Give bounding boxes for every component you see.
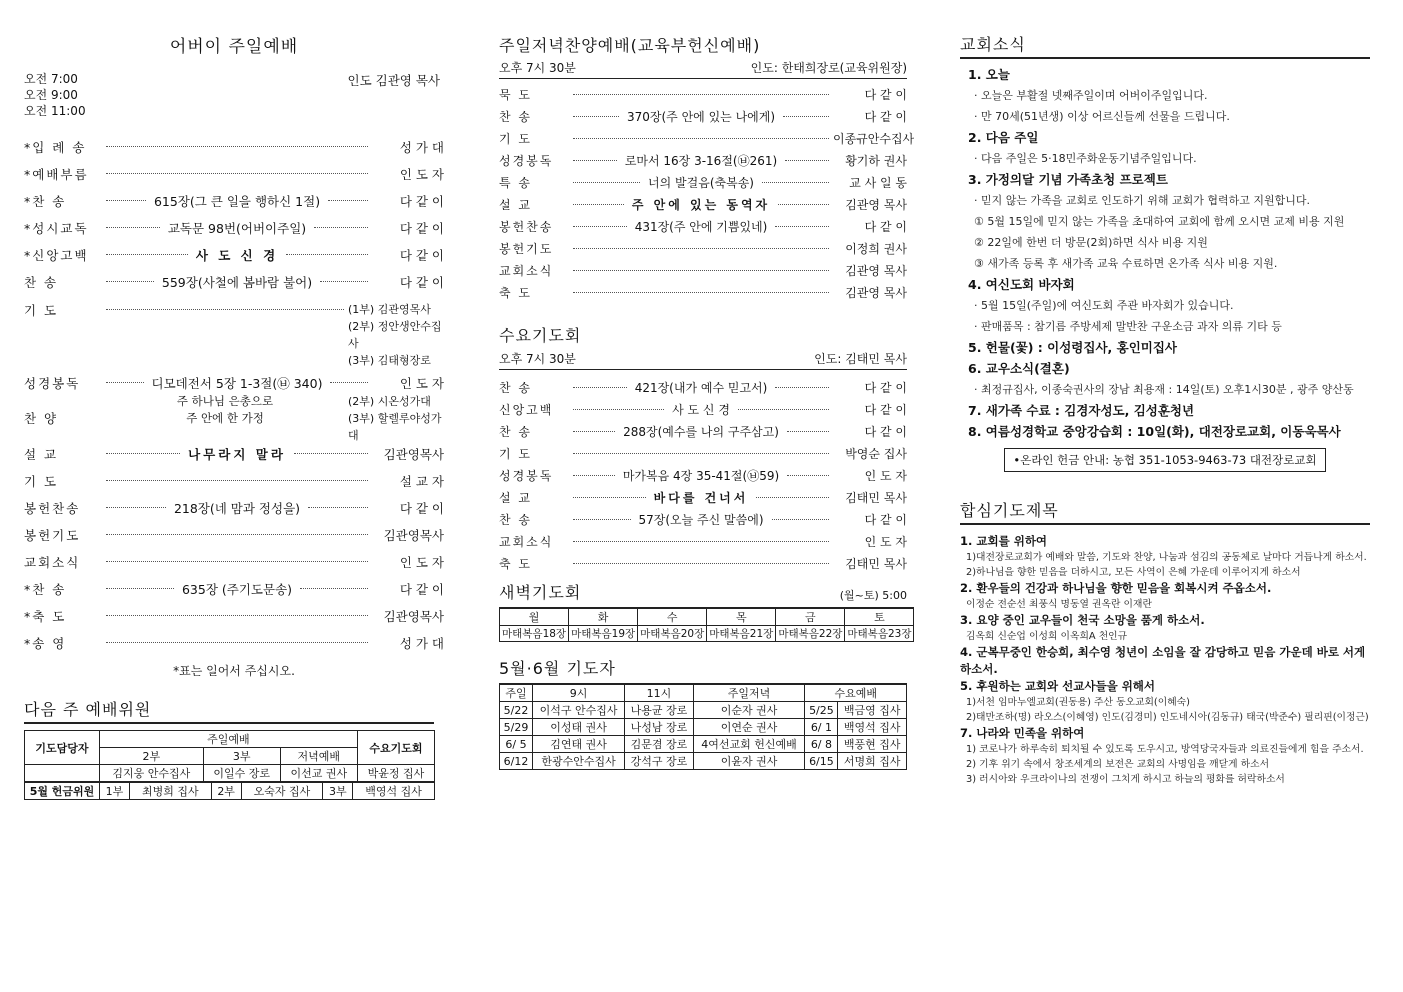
evening-leader: 인도: 한태희장로(교육위원장) bbox=[750, 61, 907, 75]
order-row bbox=[24, 548, 444, 575]
order-label: 찬 송 bbox=[24, 274, 59, 290]
dawn-day: 목 bbox=[707, 608, 776, 626]
anthem-label: 찬 양 bbox=[24, 411, 59, 426]
off-1: 1부 bbox=[100, 783, 130, 800]
order-presenter: 교 사 일 동 bbox=[849, 175, 907, 190]
item-title: 3. 가정의달 기념 가족초청 프로젝트 bbox=[968, 172, 1168, 187]
prayer-cell: 김문겸 장로 bbox=[625, 736, 694, 753]
order-presenter: 다 같 이 bbox=[399, 500, 444, 516]
order-row bbox=[499, 376, 907, 398]
item-detail: 김옥희 신순업 이성희 이옥희A 천인규 bbox=[966, 631, 1128, 642]
standing-note: *표는 일어서 주십시오. bbox=[173, 664, 295, 678]
order-presenter: 이종규안수집사 bbox=[833, 131, 915, 146]
time-2: 오전 9:00 bbox=[24, 88, 78, 102]
order-label: 봉헌기도 bbox=[24, 527, 81, 543]
order-row bbox=[24, 521, 444, 548]
order-presenter: 다 같 이 bbox=[864, 219, 907, 234]
order-title: 218장(네 맘과 정성을) bbox=[173, 500, 301, 516]
order-presenter: 인 도 자 bbox=[399, 554, 444, 570]
order-row bbox=[499, 105, 907, 127]
order-title: 57장(오늘 주신 말씀에) bbox=[638, 512, 764, 527]
prayer-cell: 6/12 bbox=[500, 753, 533, 770]
order-row bbox=[499, 486, 907, 508]
order-presenter: 김관영 목사 bbox=[845, 197, 907, 212]
order-row bbox=[499, 171, 907, 193]
ph-evening: 주일저녁 bbox=[693, 684, 805, 702]
item-detail: 1)대전장로교회가 예배와 말씀, 기도와 찬양, 나눔과 섬김의 공동체로 날마다 거듭나게 하소서. bbox=[966, 552, 1367, 563]
order-title: 431장(주 안에 기쁨있네) bbox=[634, 219, 768, 234]
order-row bbox=[499, 259, 907, 281]
sunday-order bbox=[24, 133, 444, 295]
order-label: 성경봉독 bbox=[499, 153, 554, 168]
prayer-cell: 백영석 집사 bbox=[838, 719, 907, 736]
order-label: 기 도 bbox=[24, 473, 59, 489]
order-label: *성시교독 bbox=[24, 220, 89, 236]
order-presenter: 성 가 대 bbox=[399, 635, 444, 651]
prayer-cell: 6/15 bbox=[805, 753, 838, 770]
prayer-cell: 이성태 권사 bbox=[533, 719, 625, 736]
item-detail: ③ 새가족 등록 후 새가족 교육 수료하면 온가족 식사 비용 지원. bbox=[974, 257, 1278, 270]
order-row bbox=[24, 268, 444, 295]
order-presenter: 다 같 이 bbox=[864, 87, 907, 102]
order-label: 교회소식 bbox=[499, 263, 554, 278]
item-detail: 이정순 전순선 최풍식 명동열 권옥란 이재란 bbox=[966, 599, 1152, 610]
order-row bbox=[24, 602, 444, 629]
dawn-day: 토 bbox=[845, 608, 914, 626]
dawn-day: 수 bbox=[638, 608, 707, 626]
anthem-row bbox=[24, 393, 444, 442]
prayer-row bbox=[500, 736, 907, 753]
prayer-cell: 5/22 bbox=[500, 702, 533, 719]
order-label: 봉헌찬송 bbox=[499, 219, 554, 234]
item-detail: · 오늘은 부활절 넷째주일이며 어버이주일입니다. bbox=[974, 89, 1208, 102]
dawn-text: 마태복음22장 bbox=[776, 626, 845, 642]
order-title: 사 도 신 경 bbox=[195, 247, 279, 263]
order-title: 로마서 16장 3-16절(㉥261) bbox=[624, 153, 778, 168]
order-label: 축 도 bbox=[499, 285, 532, 300]
order-row bbox=[24, 241, 444, 268]
order-label: 찬 송 bbox=[499, 424, 532, 439]
time-1: 오전 7:00 bbox=[24, 72, 78, 86]
order-label: 설 교 bbox=[24, 446, 59, 462]
order-label: 설 교 bbox=[499, 197, 532, 212]
sunday-prayer-row bbox=[24, 295, 444, 369]
committee-title: 다음 주 예배위원 bbox=[24, 697, 434, 724]
order-presenter: 김태민 목사 bbox=[845, 556, 907, 571]
item-title: 6. 교우소식(결혼) bbox=[968, 361, 1070, 376]
order-title: 559장(사철에 봄바람 불어) bbox=[161, 274, 313, 290]
offering-label: 5월 헌금위원 bbox=[25, 783, 100, 800]
order-row bbox=[24, 494, 444, 521]
order-row bbox=[499, 193, 907, 215]
order-presenter: 박영순 집사 bbox=[845, 446, 907, 461]
item-detail: ② 22일에 한번 더 방문(2회)하면 식사 비용 지원 bbox=[974, 236, 1208, 249]
prayer-cell: 백금영 집사 bbox=[838, 702, 907, 719]
order-row bbox=[24, 467, 444, 494]
prayer-cell: 서명희 집사 bbox=[838, 753, 907, 770]
evening-time: 오후 7시 30분 bbox=[499, 61, 576, 75]
off-3-name: 백영석 집사 bbox=[353, 783, 435, 800]
order-row bbox=[499, 237, 907, 259]
prayer-duty-header: 기도담당자 bbox=[25, 731, 100, 765]
order-label: *신앙고백 bbox=[24, 247, 89, 263]
dawn-text: 마태복음19장 bbox=[569, 626, 638, 642]
evening-title: 주일저녁찬양예배(교육부헌신예배) bbox=[499, 36, 761, 55]
order-row bbox=[24, 629, 444, 656]
order-row bbox=[499, 552, 907, 574]
dawn-day: 월 bbox=[500, 608, 569, 626]
order-label: 설 교 bbox=[499, 490, 532, 505]
sunday-column bbox=[24, 0, 444, 800]
duty-2bu: 김지웅 안수집사 bbox=[100, 765, 204, 782]
order-presenter: 김관영목사 bbox=[383, 608, 444, 624]
order-label: 교회소식 bbox=[24, 554, 81, 570]
order-row bbox=[499, 215, 907, 237]
ph-9: 9시 bbox=[533, 684, 625, 702]
off-2-name: 오숙자 집사 bbox=[241, 783, 323, 800]
order-label: 기 도 bbox=[499, 446, 532, 461]
order-presenter: 다 같 이 bbox=[399, 274, 444, 290]
order-row bbox=[24, 133, 444, 160]
wed-order bbox=[499, 376, 907, 574]
order-title: 635장 (주기도문송) bbox=[181, 581, 293, 597]
ph-wed: 수요예배 bbox=[805, 684, 907, 702]
item-detail: · 최정규집사, 이종숙권사의 장남 최용재 : 14일(토) 오후1시30분 , 광주 양산동 bbox=[974, 383, 1354, 396]
prayers-title: 5월·6월 기도자 bbox=[499, 659, 616, 678]
order-title: 교독문 98번(어버이주일) bbox=[167, 220, 307, 236]
prayer-row bbox=[500, 702, 907, 719]
dawn-text: 마태복음20장 bbox=[638, 626, 707, 642]
order-label: 봉헌찬송 bbox=[24, 500, 81, 516]
wed-title: 수요기도회 bbox=[499, 326, 582, 345]
ph-11: 11시 bbox=[625, 684, 694, 702]
item-title: 5. 헌물(꽃) : 이성령집사, 홍인미집사 bbox=[968, 340, 1178, 355]
item-detail: ① 5월 15일에 믿지 않는 가족을 초대하여 교회에 함께 오시면 교제 비용 지원 bbox=[974, 215, 1345, 228]
ph-sunday: 주일 bbox=[500, 684, 533, 702]
order-label: 신앙고백 bbox=[499, 402, 554, 417]
sub-2bu: 2부 bbox=[100, 748, 204, 765]
dawn-text: 마태복음18장 bbox=[500, 626, 569, 642]
anthem-1-title: 주 하나님 은총으로 bbox=[176, 393, 274, 408]
order-title: 바다를 건너서 bbox=[653, 490, 749, 505]
off-3: 3부 bbox=[323, 783, 353, 800]
item-detail: 1) 코로나가 하루속히 퇴치될 수 있도록 도우시고, 방역당국자들과 의료진들에게 힘을 주소서. bbox=[966, 744, 1364, 755]
wed-time: 오후 7시 30분 bbox=[499, 352, 576, 366]
prayer-cell: 6/ 1 bbox=[805, 719, 838, 736]
order-presenter: 인 도 자 bbox=[864, 534, 907, 549]
prayers-table bbox=[499, 683, 907, 770]
order-row bbox=[499, 127, 915, 149]
duty-evening: 이선교 권사 bbox=[280, 765, 357, 782]
prayer-cell: 5/29 bbox=[500, 719, 533, 736]
order-title: 주 안에 있는 동역자 bbox=[631, 197, 771, 212]
order-label: 기 도 bbox=[499, 131, 532, 146]
order-presenter: 김관영 목사 bbox=[845, 263, 907, 278]
order-row bbox=[24, 160, 444, 187]
order-presenter: 다 같 이 bbox=[399, 220, 444, 236]
order-presenter: 성 가 대 bbox=[399, 139, 444, 155]
order-label: *찬 송 bbox=[24, 581, 67, 597]
order-row bbox=[499, 442, 907, 464]
item-title: 7. 새가족 수료 : 김경자성도, 김성훈청년 bbox=[968, 403, 1195, 418]
order-row bbox=[24, 575, 444, 602]
anthem-2-choir: (3부) 할렐루야성가대 bbox=[348, 411, 442, 442]
item-detail: 2) 기후 위기 속에서 창조세계의 보전은 교회의 사명임을 깨닫게 하소서 bbox=[966, 759, 1270, 770]
offering-table bbox=[24, 782, 435, 800]
item-title: 5. 후원하는 교회와 선교사들을 위해서 bbox=[960, 679, 1156, 693]
order-row bbox=[24, 440, 444, 467]
order-label: *예배부름 bbox=[24, 166, 89, 182]
evening-order bbox=[499, 83, 915, 303]
order-presenter: 다 같 이 bbox=[399, 247, 444, 263]
order-label: *찬 송 bbox=[24, 193, 67, 209]
prayer-1: (1부) 김관영목사 bbox=[348, 303, 431, 316]
prayer-cell: 6/ 8 bbox=[805, 736, 838, 753]
duty-3bu: 이일수 장로 bbox=[203, 765, 280, 782]
order-label: 성경봉독 bbox=[24, 375, 81, 391]
item-detail: · 판매품목 : 참기름 주방세제 말반찬 구운소금 과자 의류 기타 등 bbox=[974, 320, 1282, 333]
prayer-cell: 이석구 안수집사 bbox=[533, 702, 625, 719]
item-detail: 3) 러시아와 우크라이나의 전쟁이 그치게 하시고 하늘의 평화를 허락하소서 bbox=[966, 774, 1285, 785]
prayer-topics-list bbox=[960, 533, 1370, 787]
order-presenter: 다 같 이 bbox=[399, 193, 444, 209]
order-row bbox=[499, 281, 907, 303]
prayer-row bbox=[500, 753, 907, 770]
order-row bbox=[499, 149, 907, 171]
item-title: 2. 환우들의 건강과 하나님을 향한 믿음을 회복시켜 주옵소서. bbox=[960, 581, 1272, 595]
anthem-2-title: 주 안에 한 가정 bbox=[186, 410, 264, 425]
prayer-cell: 백풍현 집사 bbox=[838, 736, 907, 753]
item-title: 2. 다음 주일 bbox=[968, 130, 1039, 145]
committee-table bbox=[24, 730, 435, 782]
order-presenter: 인 도 자 bbox=[864, 468, 907, 483]
dawn-title: 새벽기도회 bbox=[499, 583, 582, 602]
order-title: 너의 발걸음(축복송) bbox=[648, 175, 754, 190]
order-title: 615장(그 큰 일을 행하신 1절) bbox=[153, 193, 321, 209]
order-presenter: 황기하 권사 bbox=[845, 153, 907, 168]
prayer-cell: 나용균 장로 bbox=[625, 702, 694, 719]
prayer-cell: 이윤자 권사 bbox=[693, 753, 805, 770]
order-label: 성경봉독 bbox=[499, 468, 554, 483]
service-times bbox=[24, 71, 86, 119]
off-2: 2부 bbox=[211, 783, 241, 800]
dawn-day: 화 bbox=[569, 608, 638, 626]
prayer-topics-title: 합심기도제목 bbox=[960, 498, 1370, 525]
item-detail: 2)태만조하(명) 라오스(이혜영) 인도(김경미) 인도네시아(김동규) 태국(박준수) 필리핀(이정근) bbox=[966, 712, 1369, 723]
item-title: 1. 교회를 위하여 bbox=[960, 534, 1048, 548]
item-title: 8. 여름성경학교 중앙강습회 : 10일(화), 대전장로교회, 이동욱목사 bbox=[968, 424, 1341, 439]
prayer-cell: 김연태 권사 bbox=[533, 736, 625, 753]
anthem-1-choir: (2부) 시온성가대 bbox=[348, 394, 431, 408]
item-detail: · 5월 15일(주일)에 여신도회 주관 바자회가 있습니다. bbox=[974, 299, 1234, 312]
order-title: 마가복음 4장 35-41절(㉥59) bbox=[622, 468, 780, 483]
prayer-cell: 이연순 권사 bbox=[693, 719, 805, 736]
prayer-2: (2부) 정안생안수집사 bbox=[348, 320, 442, 350]
duty-wed: 박윤정 집사 bbox=[357, 765, 434, 782]
order-presenter: 다 같 이 bbox=[864, 402, 907, 417]
dawn-text: 마태복음21장 bbox=[707, 626, 776, 642]
item-detail: 1)서천 임마누엘교회(권동용) 주산 동오교회(이혜숙) bbox=[966, 697, 1190, 708]
order-title: 421장(내가 예수 믿고서) bbox=[634, 380, 768, 395]
news-list bbox=[960, 64, 1370, 442]
order-title: 사 도 신 경 bbox=[672, 402, 730, 417]
dawn-text: 마태복음23장 bbox=[845, 626, 914, 642]
order-presenter: 인 도 자 bbox=[399, 375, 444, 391]
prayer-row bbox=[500, 719, 907, 736]
order-title: 370장(주 안에 있는 나에게) bbox=[626, 109, 776, 124]
evening-column bbox=[499, 0, 915, 770]
dawn-time: (월~토) 5:00 bbox=[839, 589, 907, 602]
prayer-cell: 4여선교회 헌신예배 bbox=[693, 736, 805, 753]
wed-leader: 인도: 김태민 목사 bbox=[814, 352, 907, 366]
news-title: 교회소식 bbox=[960, 32, 1370, 59]
order-presenter: 다 같 이 bbox=[864, 424, 907, 439]
order-label: 교회소식 bbox=[499, 534, 554, 549]
order-label: 묵 도 bbox=[499, 87, 532, 102]
order-presenter: 김태민 목사 bbox=[845, 490, 907, 505]
prayer-3: (3부) 김태형장로 bbox=[348, 354, 431, 367]
order-row bbox=[24, 214, 444, 241]
order-presenter: 다 같 이 bbox=[864, 380, 907, 395]
online-offering-box: •온라인 헌금 안내: 농협 351-1053-9463-73 대전장로교회 bbox=[1004, 448, 1325, 472]
prayer-cell: 한광수안수집사 bbox=[533, 753, 625, 770]
order-label: 특 송 bbox=[499, 175, 532, 190]
time-3: 오전 11:00 bbox=[24, 104, 86, 118]
order-label: *축 도 bbox=[24, 608, 67, 624]
order-label: *입 례 송 bbox=[24, 139, 87, 155]
order-row bbox=[499, 420, 907, 442]
order-row bbox=[24, 187, 444, 214]
order-label: 찬 송 bbox=[499, 380, 532, 395]
order-row bbox=[499, 508, 907, 530]
prayer-cell: 나성남 장로 bbox=[625, 719, 694, 736]
sunday-leader: 인도 김관영 목사 bbox=[347, 73, 440, 88]
order-presenter: 인 도 자 bbox=[399, 166, 444, 182]
sub-3bu: 3부 bbox=[203, 748, 280, 765]
prayer-list bbox=[348, 301, 444, 369]
off-1-name: 최병희 집사 bbox=[129, 783, 211, 800]
prayer-label: 기 도 bbox=[24, 303, 59, 318]
dawn-day: 금 bbox=[776, 608, 845, 626]
item-title: 4. 여신도회 바자회 bbox=[968, 277, 1075, 292]
main-service-header: 주일예배 bbox=[100, 731, 358, 748]
sunday-title: 어버이 주일예배 bbox=[169, 37, 299, 57]
order-presenter: 설 교 자 bbox=[399, 473, 444, 489]
order-presenter: 다 같 이 bbox=[864, 109, 907, 124]
order-label: *송 영 bbox=[24, 635, 67, 651]
order-label: 축 도 bbox=[499, 556, 532, 571]
order-presenter: 김관영목사 bbox=[383, 446, 444, 462]
prayer-cell: 6/ 5 bbox=[500, 736, 533, 753]
item-title: 3. 요양 중인 교우들이 천국 소망을 품게 하소서. bbox=[960, 613, 1205, 627]
order-row bbox=[499, 83, 907, 105]
order-title: 나무라지 말라 bbox=[188, 446, 286, 462]
order-label: 봉헌기도 bbox=[499, 241, 554, 256]
item-detail: 2)하나님을 향한 믿음을 더하시고, 모든 사역이 은혜 가운데 이루어지게 하소서 bbox=[966, 567, 1301, 578]
order-row bbox=[499, 398, 907, 420]
prayer-cell: 5/25 bbox=[805, 702, 838, 719]
item-title: 1. 오늘 bbox=[968, 67, 1010, 82]
order-presenter: 다 같 이 bbox=[864, 512, 907, 527]
item-title: 7. 나라와 민족을 위하여 bbox=[960, 726, 1085, 740]
prayer-cell: 강석구 장로 bbox=[625, 753, 694, 770]
item-detail: · 만 70세(51년생) 이상 어르신들께 선물을 드립니다. bbox=[974, 110, 1230, 123]
order-presenter: 이정희 권사 bbox=[845, 241, 907, 256]
item-detail: · 믿지 않는 가족을 교회로 인도하기 위해 교회가 협력하고 지원합니다. bbox=[974, 194, 1310, 207]
order-presenter: 김관영 목사 bbox=[845, 285, 907, 300]
item-detail: · 다음 주일은 5·18민주화운동기념주일입니다. bbox=[974, 152, 1197, 165]
news-column bbox=[960, 0, 1370, 787]
sub-evening: 저녁예배 bbox=[280, 748, 357, 765]
order-title: 288장(예수를 나의 구주삼고) bbox=[623, 424, 779, 439]
dawn-table bbox=[499, 607, 914, 642]
order-presenter: 다 같 이 bbox=[399, 581, 444, 597]
order-row bbox=[499, 530, 907, 552]
sunday-order-3 bbox=[24, 440, 444, 656]
prayer-cell: 이순자 권사 bbox=[693, 702, 805, 719]
item-title: 4. 군복무중인 한승희, 최수영 청년이 소임을 잘 감당하고 믿음 가운데 바로 서게 하소서. bbox=[960, 645, 1366, 676]
order-label: 찬 송 bbox=[499, 109, 532, 124]
wed-header: 수요기도회 bbox=[357, 731, 434, 765]
order-presenter: 김관영목사 bbox=[383, 527, 444, 543]
order-label: 찬 송 bbox=[499, 512, 532, 527]
order-row bbox=[499, 464, 907, 486]
order-title: 디모데전서 5장 1-3절(㉥ 340) bbox=[151, 375, 323, 391]
